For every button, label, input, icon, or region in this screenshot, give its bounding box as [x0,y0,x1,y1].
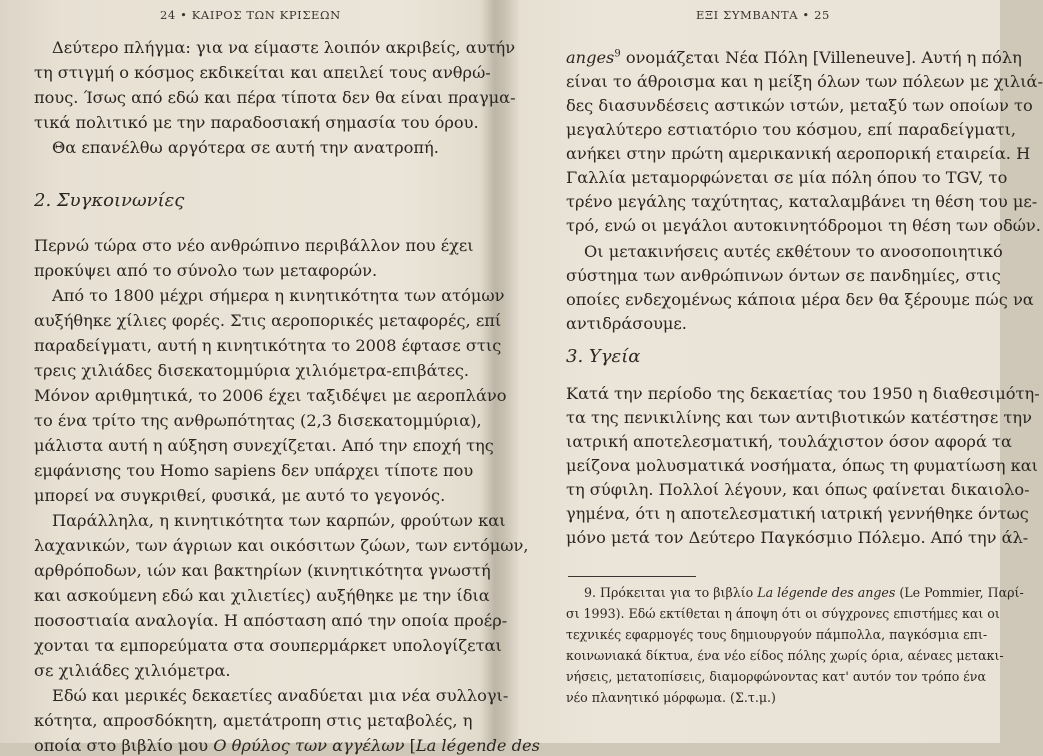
book-title-greek: Ο θρύλος των αγγέλων [213,736,405,755]
right-running-header: ΕΞΙ ΣΥΜΒΑΝΤΑ • 25 [696,8,830,22]
text-line: σε χιλιάδες χιλιόμετρα. [34,661,231,680]
text-line: οποίες ενδεχομένως κάποια μέρα δεν θα ξέρουμε πώς να [566,290,1034,309]
text-line: πους. Ίσως από εδώ και πέρα τίποτα δεν θα είναι πραγμα- [34,88,516,107]
text-line: χονται τα εμπορεύματα στα σουπερμάρκετ υπολογίζεται [34,636,502,655]
right-page [506,0,1043,743]
text-run: (Le Pommier, Παρί- [895,585,1024,600]
text-line: παραδείγματι, αυτή η κινητικότητα το 2008 έφτασε στις [34,336,502,355]
text-line: Περνώ τώρα στο νέο ανθρώπινο περιβάλλον που έχει [34,236,474,255]
text-line: ανήκει στην πρώτη αμερικανική αεροπορική εταιρεία. Η [566,144,1031,163]
text-line: Μόνον αριθμητικά, το 2006 έχει ταξιδέψει με αεροπλάνο [34,386,507,405]
text-line: μείζονα μολυσματικά νοσήματα, όπως τη φυματίωση και [566,456,1039,475]
text-line: τρένο μεγάλης ταχύτητας, καταλαμβάνει τη θέση του με- [566,192,1038,211]
section-heading-transport: 2. Συγκοινωνίες [34,190,185,211]
book-title-french: La légende des [415,736,540,755]
text-line: αρθρόποδων, ιών και βακτηρίων (κινητικότητα γνωστή [34,561,491,580]
text-line: μπορεί να συγκριθεί, φυσικά, με αυτό το γεγονός. [34,486,446,505]
footnote-line: σι 1993). Εδώ εκτίθεται η άποψη ότι οι σύγχρονες επιστήμες και οι [566,606,1000,621]
text-line: εμφάνισης του Homo sapiens δεν υπάρχει τίποτε που [34,461,474,480]
text-line: Οι μετακινήσεις αυτές εκθέτουν το ανοσοποιητικό [584,242,1003,261]
text-line: μόνο μετά τον Δεύτερο Παγκόσμιο Πόλεμο. Από την άλ- [566,528,1029,547]
text-line [566,48,1022,68]
text-line: γημένα, ότι η αποτελεσματική ιατρική γεννήθηκε όντως [566,504,1029,523]
text-line: είναι το άθροισμα και η μείξη όλων των πόλεων με χιλιά- [566,72,1043,91]
book-title-french: anges [566,48,615,67]
text-line: Θα επανέλθω αργότερα σε αυτή την ανατροπή. [52,138,439,157]
text-line: τη στιγμή ο κόσμος εκδικείται και απειλεί τους ανθρώ- [34,63,491,82]
text-line: τρεις χιλιάδες δισεκατομμύρια χιλιόμετρα-επιβάτες. [34,361,470,380]
footnote-line [584,584,1024,601]
footnote-line: κοινωνιακά δίκτυα, ένα νέο είδος πόλης χωρίς όρια, αέναες μετακι- [566,648,1004,663]
text-line: λαχανικών, των άγριων και οικόσιτων ζώων, των εντόμων, [34,536,529,555]
text-line: Από το 1800 μέχρι σήμερα η κινητικότητα των ατόμων [52,286,505,305]
text-line: σύστημα των ανθρώπινων όντων σε πανδημίες, στις [566,266,1001,285]
text-line: τη σύφιλη. Πολλοί λέγουν, και όπως φαίνεται δικαιολο- [566,480,1030,499]
text-line: ποσοστιαία αναλογία. Η απόσταση από την οποία προέρ- [34,611,508,630]
text-line: μάλιστα αυτή η αύξηση συνεχίζεται. Από την εποχή της [34,436,494,455]
text-run: οποία στο βιβλίο μου [34,736,214,755]
footnote-line: τεχνικές εφαρμογές τους δημιουργούν πάμπολλα, παγκόσμια επι- [566,627,988,642]
text-run: ονομάζεται Νέα Πόλη [Villeneuve]. Αυτή η πόλη [620,48,1022,67]
text-line: μεγαλύτερο εστιατόριο του κόσμου, επί παραδείγματι, [566,120,1017,139]
text-run: [ [404,736,416,755]
text-line: το ένα τρίτο της ανθρωπότητας (2,3 δισεκατομμύρια), [34,411,482,430]
text-line: Παράλληλα, η κινητικότητα των καρπών, φρούτων και [52,511,506,530]
text-line: Εδώ και μερικές δεκαετίες αναδύεται μια νέα συλλογι- [52,686,509,705]
text-line: και ασκούμενη εδώ και χιλιετίες) αυξήθηκε με την ίδια [34,586,490,605]
text-line [34,736,540,756]
text-run: 9. Πρόκειται για το βιβλίο [584,585,758,600]
text-line: τρό, ενώ οι μεγάλοι αυτοκινητόδρομοι τη θέση των οδών. [566,216,1041,235]
text-line: τα της πενικιλίνης και των αντιβιοτικών κατέστησε την [566,408,1032,427]
footnote-line: νήσεις, μετατοπίσεις, διαμορφώνοντας κατ' αυτόν τον τρόπο ένα [566,669,986,684]
footnote-line: νέο πλανητικό μόρφωμα. (Σ.τ.μ.) [566,690,776,705]
text-line: Γαλλία μεταμορφώνεται σε μία πόλη όπου το TGV, το [566,168,1008,187]
text-line: ιατρική αποτελεσματική, τουλάχιστον όσον αφορά τα [566,432,1012,451]
text-line: προκύψει από το σύνολο των μεταφορών. [34,261,378,280]
left-running-header: 24 • ΚΑΙΡΟΣ ΤΩΝ ΚΡΙΣΕΩΝ [160,8,341,22]
text-line: Κατά την περίοδο της δεκαετίας του 1950 η διαθεσιμότη- [566,384,1040,403]
text-line: κότητα, απροσδόκητη, αμετάτροπη στις μεταβολές, η [34,711,473,730]
book-title-french: La légende des anges [757,585,896,600]
text-line: δες διασυνδέσεις αστικών ιστών, μεταξύ των οποίων το [566,96,1033,115]
section-heading-health: 3. Υγεία [566,346,641,367]
text-line: τικά πολιτικό με την παραδοσιακή σημασία του όρου. [34,113,479,132]
text-line: Δεύτερο πλήγμα: για να είμαστε λοιπόν ακριβείς, αυτήν [52,38,516,57]
footnote-marker: 9 [614,48,621,60]
text-line: αυξήθηκε χίλιες φορές. Στις αεροπορικές μεταφορές, επί [34,311,502,330]
footnote-divider [568,576,696,577]
text-line: αντιδράσουμε. [566,314,687,333]
